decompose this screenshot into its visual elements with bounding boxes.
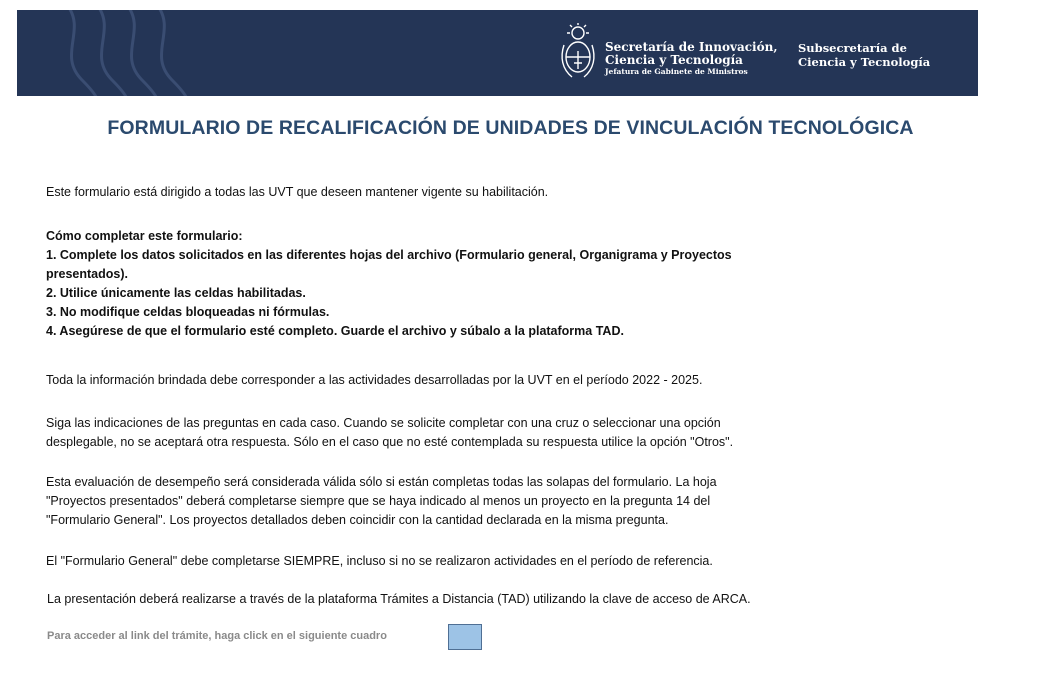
submission-note: La presentación deberá realizarse a través de la plataforma Trámites a Distancia (TAD) utilizando la clave de acceso de ARCA. (47, 592, 751, 606)
suborg-name-line1: Subsecretaría de (798, 41, 907, 55)
tad-link-button[interactable] (448, 624, 482, 650)
link-prompt: Para acceder al link del trámite, haga click en el siguiente cuadro (47, 630, 387, 642)
org-name-line1: Secretaría de Innovación, (605, 40, 778, 54)
suborg-name (798, 41, 930, 69)
instructions-heading: Cómo completar este formulario: (46, 229, 243, 243)
argentina-coat-of-arms-icon (558, 23, 598, 83)
answers-note-line2: desplegable, no se aceptará otra respuesta. Sólo en el caso que no esté contemplada su respuesta utilice la opción "Otros". (46, 435, 734, 449)
instruction-step-4: 4. Asegúrese de que el formulario esté completo. Guarde el archivo y súbalo a la plataforma TAD. (46, 324, 624, 338)
header-banner (17, 10, 978, 96)
general-form-note: El "Formulario General" debe completarse SIEMPRE, incluso si no se realizaron actividades en el período de referencia. (46, 554, 713, 568)
period-note: Toda la información brindada debe corresponder a las actividades desarrolladas por la UVT en el período 2022 - 2025. (46, 373, 703, 387)
page-title: FORMULARIO DE RECALIFICACIÓN DE UNIDADES DE VINCULACIÓN TECNOLÓGICA (107, 117, 914, 139)
instructions-block (46, 227, 732, 341)
instruction-step-1-line2: presentados). (46, 267, 128, 281)
instruction-step-1-line1: 1. Complete los datos solicitados en las diferentes hojas del archivo (Formulario general, Organigrama y Proyectos (46, 248, 732, 262)
instruction-step-3: 3. No modifique celdas bloqueadas ni fórmulas. (46, 305, 330, 319)
intro-text: Este formulario está dirigido a todas las UVT que deseen mantener vigente su habilitación. (46, 185, 549, 199)
answers-note-line1: Siga las indicaciones de las preguntas en cada caso. Cuando se solicite completar con una cruz o seleccionar una opción (46, 416, 721, 430)
suborg-name-line2: Ciencia y Tecnología (798, 55, 931, 69)
evaluation-note-line3: "Formulario General". Los proyectos detallados deben coincidir con la cantidad declarada en la misma pregunta. (46, 513, 669, 527)
org-name-line2: Ciencia y Tecnología (605, 53, 743, 67)
org-name (605, 41, 778, 76)
org-name-line3: Jefatura de Gabinete de Ministros (605, 67, 748, 76)
evaluation-note-line2: "Proyectos presentados" deberá completarse siempre que se haya indicado al menos un proyecto en la pregunta 14 del (46, 494, 711, 508)
evaluation-note-line1: Esta evaluación de desempeño será considerada válida sólo si están completas todas las solapas del formulario. La hoja (46, 475, 717, 489)
decorative-pattern-icon (57, 10, 207, 96)
instruction-step-2: 2. Utilice únicamente las celdas habilitadas. (46, 286, 306, 300)
answers-note (46, 414, 733, 452)
evaluation-note (46, 473, 717, 530)
